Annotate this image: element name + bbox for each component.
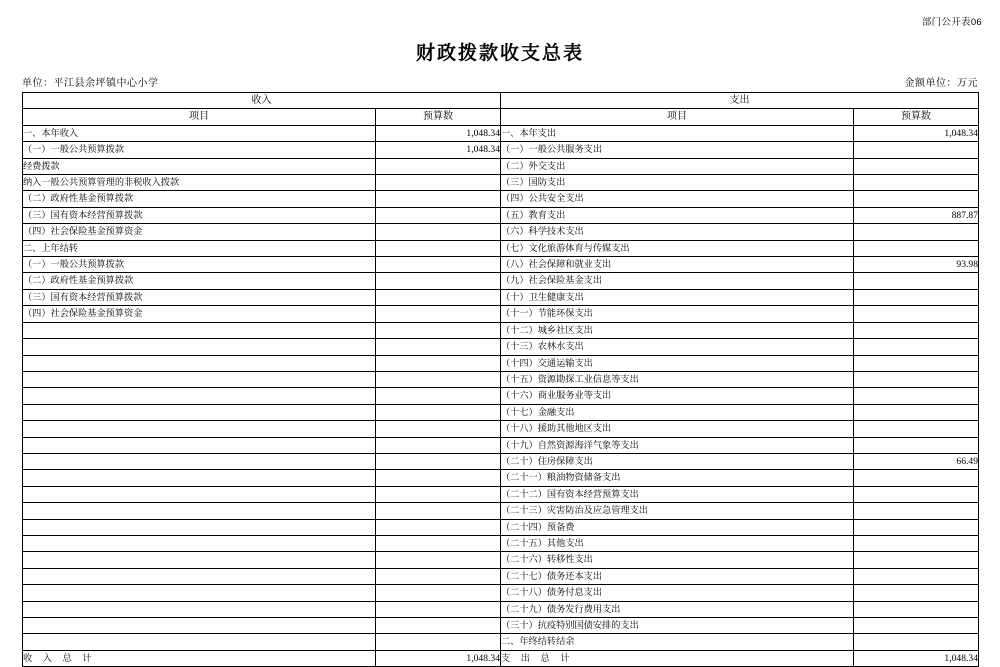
expend-item-cell: （二十八）债务付息支出 xyxy=(501,585,854,601)
expend-value-cell xyxy=(854,224,979,240)
expend-value-cell: 93.98 xyxy=(854,257,979,273)
income-value-cell xyxy=(376,404,501,420)
expend-item-cell: （二十二）国有资本经营预算支出 xyxy=(501,486,854,502)
table-row xyxy=(23,339,979,355)
expend-value-cell xyxy=(854,568,979,584)
income-item-cell: （三）国有资本经营预算拨款 xyxy=(23,207,376,223)
expend-item-cell: （二十三）灾害防治及应急管理支出 xyxy=(501,503,854,519)
table-row xyxy=(23,322,979,338)
expend-value-cell xyxy=(854,421,979,437)
income-total-label: 收 入 总 计 xyxy=(23,650,376,666)
income-item-cell xyxy=(23,568,376,584)
expend-budget-header: 预算数 xyxy=(854,109,979,125)
table-row xyxy=(23,421,979,437)
income-value-cell xyxy=(376,634,501,650)
income-item-header: 项目 xyxy=(23,109,376,125)
expend-value-cell xyxy=(854,618,979,634)
income-item-cell: （三）国有资本经营预算拨款 xyxy=(23,289,376,305)
table-body xyxy=(23,93,979,667)
expend-value-cell: 66.49 xyxy=(854,453,979,469)
income-item-cell xyxy=(23,421,376,437)
expend-value-cell xyxy=(854,404,979,420)
table-row xyxy=(23,568,979,584)
income-value-cell xyxy=(376,207,501,223)
form-code: 部门公开表06 xyxy=(921,17,982,28)
income-value-cell xyxy=(376,191,501,207)
expend-value-cell xyxy=(854,355,979,371)
table-row xyxy=(23,158,979,174)
expend-value-cell xyxy=(854,273,979,289)
income-value-cell xyxy=(376,158,501,174)
expend-item-cell: （四）公共安全支出 xyxy=(501,191,854,207)
expend-value-cell xyxy=(854,306,979,322)
expend-item-cell: （九）社会保险基金支出 xyxy=(501,273,854,289)
expend-item-cell: （七）文化旅游体育与传媒支出 xyxy=(501,240,854,256)
table-row xyxy=(23,404,979,420)
expend-value-cell xyxy=(854,339,979,355)
expend-value-cell xyxy=(854,470,979,486)
expend-item-cell: （十二）城乡社区支出 xyxy=(501,322,854,338)
expend-item-cell: （二十七）债务还本支出 xyxy=(501,568,854,584)
income-item-cell xyxy=(23,437,376,453)
expend-item-cell: （十）卫生健康支出 xyxy=(501,289,854,305)
income-value-cell xyxy=(376,355,501,371)
expend-item-cell: （一）一般公共服务支出 xyxy=(501,142,854,158)
expend-item-cell: （十三）农林水支出 xyxy=(501,339,854,355)
table-row xyxy=(23,371,979,387)
page-title: 财政拨款收支总表 xyxy=(415,43,584,64)
table-row xyxy=(23,355,979,371)
income-item-cell xyxy=(23,339,376,355)
expend-item-cell: 一、本年支出 xyxy=(501,125,854,141)
income-item-cell xyxy=(23,371,376,387)
income-item-cell xyxy=(23,388,376,404)
expend-item-cell: （二十五）其他支出 xyxy=(501,535,854,551)
income-value-cell xyxy=(376,289,501,305)
income-group-header: 收入 xyxy=(23,93,501,109)
income-value-cell xyxy=(376,519,501,535)
income-value-cell xyxy=(376,568,501,584)
expend-value-cell: 887.87 xyxy=(854,207,979,223)
table-row xyxy=(23,273,979,289)
income-item-cell xyxy=(23,552,376,568)
income-item-cell xyxy=(23,634,376,650)
totals-row xyxy=(23,650,979,666)
income-total-value: 1,048.34 xyxy=(376,650,501,666)
income-item-cell xyxy=(23,355,376,371)
table-row xyxy=(23,552,979,568)
expend-value-cell xyxy=(854,191,979,207)
income-value-cell xyxy=(376,306,501,322)
income-value-cell xyxy=(376,486,501,502)
expend-item-cell: （二十）住房保障支出 xyxy=(501,453,854,469)
income-item-cell xyxy=(23,618,376,634)
unit-label: 单位：平江县余坪镇中心小学 xyxy=(22,78,159,89)
income-item-cell: （二）政府性基金预算拨款 xyxy=(23,273,376,289)
table-row xyxy=(23,519,979,535)
expend-item-cell: （六）科学技术支出 xyxy=(501,224,854,240)
table-row xyxy=(23,470,979,486)
income-item-cell: 二、上年结转 xyxy=(23,240,376,256)
amount-unit-label: 金额单位：万元 xyxy=(904,78,978,89)
column-header-row xyxy=(23,109,979,125)
expend-value-cell xyxy=(854,601,979,617)
table-row xyxy=(23,289,979,305)
table-row xyxy=(23,618,979,634)
table-row xyxy=(23,634,979,650)
income-value-cell: 1,048.34 xyxy=(376,125,501,141)
budget-table xyxy=(22,92,979,667)
expend-item-cell: （二十四）预备费 xyxy=(501,519,854,535)
expend-total-value: 1,048.34 xyxy=(854,650,979,666)
table-row xyxy=(23,486,979,502)
income-value-cell xyxy=(376,618,501,634)
table-row xyxy=(23,191,979,207)
meta-row xyxy=(22,74,978,89)
income-value-cell xyxy=(376,224,501,240)
income-value-cell: 1,048.34 xyxy=(376,142,501,158)
income-item-cell xyxy=(23,470,376,486)
expend-value-cell xyxy=(854,142,979,158)
expend-item-cell: （十六）商业服务业等支出 xyxy=(501,388,854,404)
income-item-cell: （四）社会保险基金预算资金 xyxy=(23,224,376,240)
expend-value-cell xyxy=(854,175,979,191)
income-value-cell xyxy=(376,257,501,273)
expend-item-cell: （十五）资源勘探工业信息等支出 xyxy=(501,371,854,387)
expend-item-cell: （十九）自然资源海洋气象等支出 xyxy=(501,437,854,453)
expend-item-cell: （二十六）转移性支出 xyxy=(501,552,854,568)
expend-value-cell xyxy=(854,519,979,535)
table-row xyxy=(23,503,979,519)
table-row xyxy=(23,142,979,158)
expend-item-cell: （三）国防支出 xyxy=(501,175,854,191)
income-value-cell xyxy=(376,175,501,191)
table-row xyxy=(23,535,979,551)
income-value-cell xyxy=(376,552,501,568)
table-row xyxy=(23,207,979,223)
expend-value-cell xyxy=(854,535,979,551)
income-item-cell xyxy=(23,486,376,502)
table-row xyxy=(23,257,979,273)
expend-total-label: 支 出 总 计 xyxy=(501,650,854,666)
income-item-cell: （四）社会保险基金预算资金 xyxy=(23,306,376,322)
expend-value-cell xyxy=(854,437,979,453)
expend-item-cell: 二、年终结转结余 xyxy=(501,634,854,650)
income-item-cell xyxy=(23,601,376,617)
income-item-cell: 经费拨款 xyxy=(23,158,376,174)
income-item-cell xyxy=(23,322,376,338)
expend-item-cell: （十八）援助其他地区支出 xyxy=(501,421,854,437)
group-header-row xyxy=(23,93,979,109)
expend-value-cell xyxy=(854,322,979,338)
table-row xyxy=(23,306,979,322)
income-value-cell xyxy=(376,585,501,601)
income-value-cell xyxy=(376,371,501,387)
expend-item-cell: （二）外交支出 xyxy=(501,158,854,174)
expend-item-cell: （十一）节能环保支出 xyxy=(501,306,854,322)
expend-item-cell: （三十）抗疫特别国债安排的支出 xyxy=(501,618,854,634)
expend-value-cell xyxy=(854,240,979,256)
income-item-cell: （二）政府性基金预算拨款 xyxy=(23,191,376,207)
income-value-cell xyxy=(376,437,501,453)
table-row xyxy=(23,175,979,191)
income-item-cell: 一、本年收入 xyxy=(23,125,376,141)
income-value-cell xyxy=(376,503,501,519)
table-row xyxy=(23,125,979,141)
income-value-cell xyxy=(376,453,501,469)
table-row xyxy=(23,224,979,240)
income-item-cell xyxy=(23,519,376,535)
table-row xyxy=(23,437,979,453)
income-value-cell xyxy=(376,273,501,289)
income-value-cell xyxy=(376,322,501,338)
expend-item-header: 项目 xyxy=(501,109,854,125)
income-item-cell xyxy=(23,585,376,601)
table-row xyxy=(23,388,979,404)
expend-value-cell xyxy=(854,552,979,568)
expend-item-cell: （二十九）债务发行费用支出 xyxy=(501,601,854,617)
expend-value-cell xyxy=(854,158,979,174)
expend-value-cell xyxy=(854,371,979,387)
income-value-cell xyxy=(376,601,501,617)
income-value-cell xyxy=(376,240,501,256)
income-item-cell xyxy=(23,453,376,469)
income-item-cell: 纳入一般公共预算管理的非税收入拨款 xyxy=(23,175,376,191)
table-row xyxy=(23,453,979,469)
income-budget-header: 预算数 xyxy=(376,109,501,125)
income-item-cell xyxy=(23,503,376,519)
expend-item-cell: （十四）交通运输支出 xyxy=(501,355,854,371)
income-value-cell xyxy=(376,535,501,551)
expend-value-cell xyxy=(854,486,979,502)
income-item-cell xyxy=(23,535,376,551)
income-value-cell xyxy=(376,421,501,437)
income-value-cell xyxy=(376,339,501,355)
expend-item-cell: （二十一）粮油物资储备支出 xyxy=(501,470,854,486)
table-row xyxy=(23,240,979,256)
income-item-cell xyxy=(23,404,376,420)
income-item-cell: （一）一般公共预算拨款 xyxy=(23,142,376,158)
expend-item-cell: （八）社会保障和就业支出 xyxy=(501,257,854,273)
expend-value-cell xyxy=(854,503,979,519)
expend-value-cell xyxy=(854,634,979,650)
expend-item-cell: （十七）金融支出 xyxy=(501,404,854,420)
income-value-cell xyxy=(376,388,501,404)
expend-item-cell: （五）教育支出 xyxy=(501,207,854,223)
income-value-cell xyxy=(376,470,501,486)
expend-value-cell xyxy=(854,289,979,305)
table-row xyxy=(23,585,979,601)
expend-value-cell xyxy=(854,585,979,601)
expend-value-cell: 1,048.34 xyxy=(854,125,979,141)
table-row xyxy=(23,601,979,617)
income-item-cell: （一）一般公共预算拨款 xyxy=(23,257,376,273)
expend-group-header: 支出 xyxy=(501,93,979,109)
expend-value-cell xyxy=(854,388,979,404)
